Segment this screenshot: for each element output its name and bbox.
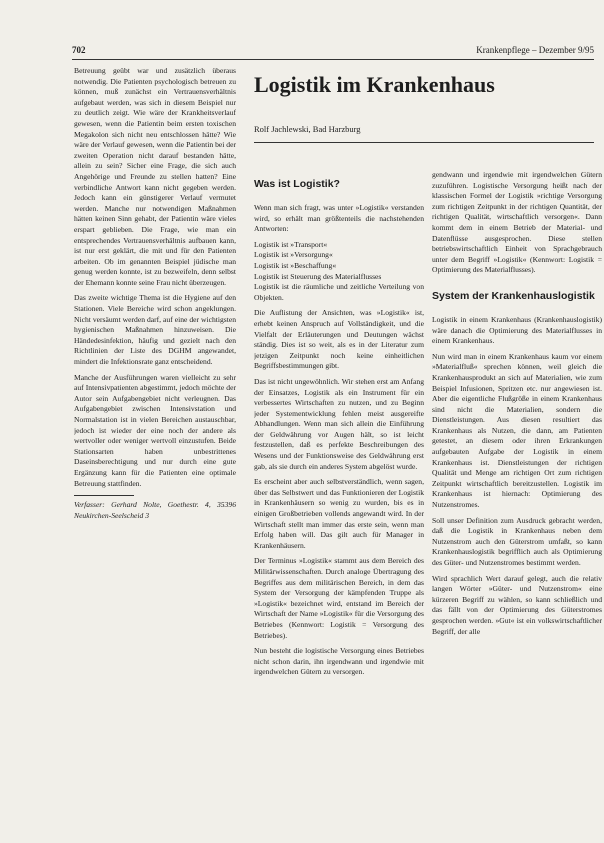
paragraph: Wenn man sich fragt, was unter »Logistik« verstanden wird, so erhält man größtenteils die nachstehenden Antworten: <box>254 203 424 234</box>
paragraph: Das zweite wichtige Thema ist die Hygiene auf den Stationen. Viele Bereiche wird schon angeklungen. Nicht versäumt werden darf, auf eine der wichtigsten hygienischen Maßnahmen hinzuweisen. Die Händedesinfektion, häufig und gezielt nach den Richtlinien der Liste des DGHM angewandet, mindert die Infektionsrate ganz entscheidend. <box>74 293 236 367</box>
paragraph: Wird sprachlich Wert darauf gelegt, auch die relativ langen Wörter »Güter- und Nutzenstrom« eine kürzeren Begriff zu wählen, so kann schließlich und das fällt von der Optimierung des Güterstromes gesprochen werden. »Gut« ist ein volkswirtschaftlicher Begriff, der alle <box>432 573 602 636</box>
article-column-1 <box>254 178 424 838</box>
section-heading: Was ist Logistik? <box>254 178 340 190</box>
page-number: 702 <box>72 45 86 55</box>
paragraph: gendwann und irgendwie mit irgendwelchen Gütern zuzuführen. Logistische Versorgung heißt nach der klassischen Formel der Logistik »richtige Versorgung zum richtigen Zeitpunkt in der richtigen Quantität, der richtigen Qualität, wirtschaftlich versorgen«. Dann kommt dem in einem Betrieb der Material- und Datenflüsse ausgesprochen. Diese stellen betriebswirtschaftlich Einheit von Sprachgebrauch unter dem Begriff »Logistik« (Kennwort: Logistik = Optimierung des Materialflusses). <box>432 170 602 275</box>
paragraph: Manche der Ausführungen waren vielleicht zu sehr auf Intensivpatienten abgestimmt, jedoch möchte der Autor sein Aufgabengebiet nicht verleugnen. Das Aufgabengebiet zwischen Intensivstation und Normalstation ist in vielen Bereichen austauschbar, jedoch ist wieder der eine noch der andere als wertvoller oder weniger wertvoll einzustufen. Beide Stationsarten haben unbestrittenes Daseinsberechtigung und nur durch eine gute Ergänzung kann für die Patienten eine optimale Betreuung stattfinden. <box>74 372 236 488</box>
paragraph: Der Terminus »Logistik« stammt aus dem Bereich des Militärwissenschaften. Durch analoge Übertragung des Begriffes aus dem militärischen Bereich, in dem das System der Versorgung der kämpfenden Truppe als »Logistik« bezeichnet wird, entstand im Bereich der Wirtschaft der Name »Logistik« für die Versorgung des Betriebes (Kennwort: Logistik = Versorgung des Betriebes). <box>254 556 424 640</box>
paragraph: Soll unser Definition zum Ausdruck gebracht werden, daß die Logistik in Krankenhaus neben dem Nutzenstrom auch den Güterstrom umfaßt, so kann Krankenhauslogistik begrifflich auch als Optimierung des Güter- und Nutzenstromes bestimmt werden. <box>432 515 602 567</box>
address-label: Verfasser: <box>74 500 105 510</box>
list-item: Logistik ist »Beschaffung« <box>254 260 337 270</box>
paragraph: Nun wird man in einem Krankenhaus kaum vor einem »Materialfluß« sprechen können, weil gleich die Krankenhausprodukt an sich auf Materialien, wie zum Beispiel Infusionen, Spritzen etc. nur angewiesen ist. Aber die eigentliche Flußgröße in einem Krankenhaus sind nicht die Materialien, sondern die Dienstleistungen. Aus diesen resultiert das Krankenhaus als Nutzen, die dann, am Patienten getestet, an diesem oder ihren Erkrankungen aufgebauten Aufgabe der Logistik in einem Krankenhaus ist. Dienstleistungen der richtigen Qualität und Menge am richtigen Ort zum richtigen Zeitpunkt wirtschaftlich bereitzustellen. Logistik im Krankenhaus ist hiernach: Optimierung des Nutzenstromes. <box>432 351 602 510</box>
list-item: Logistik ist die räumliche und zeitliche Verteilung von Objekten. <box>254 282 424 302</box>
paragraph: Die Auflistung der Ansichten, was »Logistik« ist, erhebt keinen Anspruch auf Vollständigkeit, und die Vielfalt der Erläuterungen und Deutungen wächst ständig. Dies ist so weit, als es in der Literatur zum jetzigen Zeitpunkt noch keine einheitlichen Begriffsbestimmungen gibt. <box>254 308 424 371</box>
definition-list <box>254 240 424 304</box>
address-rule <box>74 495 134 496</box>
list-item: Logistik ist Steuerung des Materialflusses <box>254 271 382 281</box>
paragraph: Das ist nicht ungewöhnlich. Wir stehen erst am Anfang der Einsatzes, Logistik als ein Instrument für ein verbessertes Wirtschaften zu nutzen, und zu Beginn jeder Systementwicklung fehlen meist ausgereifte Abhandlungen. Wenn man sich allein die Einführung der Geldwährung vor Augen hält, so ist leicht festzustellen, daß es perfekte Beschreibungen des Wesens und der Funktionsweise des Geldwährung erst gab, als sie durch ein anderes System abgelöst wurde. <box>254 376 424 471</box>
article-author: Rolf Jachlewski, Bad Harzburg <box>254 124 361 134</box>
header-rule <box>72 59 594 60</box>
paragraph: Logistik in einem Krankenhaus (Krankenhauslogistik) wäre danach die Optimierung des Materialflusses in einem Krankenhaus. <box>432 314 602 346</box>
article-column-2 <box>432 170 602 838</box>
running-head <box>72 45 594 59</box>
paragraph: Es erscheint aber auch selbstverständlich, wenn sagen, über das Selbstwert und das Funktionieren der Logistik in Krankenhäusern so wenig zu wurden, bis es in einigen Großbetrieben vollends angewandt wird. In der Wirtschaft stellt man immer das erste sein, wenn man Erfolg haben will. Das gilt auch für Manager in Krankenhäusern. <box>254 477 424 550</box>
previous-article-column <box>74 66 236 626</box>
list-item: Logistik ist »Transport« <box>254 239 328 249</box>
address-text: Gerhard Nolte, Goethestr. 4, 35396 Neukirchen-Seelscheid 3 <box>74 500 236 520</box>
title-rule <box>254 142 594 143</box>
list-item: Logistik ist »Versorgung« <box>254 250 333 260</box>
journal-name: Krankenpflege – Dezember 9/95 <box>476 45 594 55</box>
section-heading: System der Krankenhauslogistik <box>432 289 595 302</box>
paragraph: Nun besteht die logistische Versorgung eines Betriebes nicht schon darin, ihn irgendwann und irgendwie mit irgendwelchen Gütern zu versorgen. <box>254 646 424 677</box>
article-title: Logistik im Krankenhaus <box>254 72 495 97</box>
author-address <box>74 500 236 521</box>
paragraph: Betreuung geübt war und zusätzlich überaus notwendig. Die Patienten psychologisch betreuen zu können, muß zunächst ein Vertrauensverhältnis aufgebaut werden, was sich in diesem Beispiel nur zu deutlich zeigt. Wie wäre der Krankheitsverlauf gewesen, wenn die Patientin beim ersten toxischen Megakolon sich nicht neu entschlossen hätte? Wie wäre der Verlauf gewesen, wenn die Patientin bei der zweiten Operation nicht darauf bestanden hätte, allein zu sein? Sicher eine Frage, die sich auch Angehörige und Freunde zu stellen hatten? Eine verbindliche Antwort kann nicht gegeben werden. Jedoch kann ein günstigerer Verlauf vermutet werden. Manche nur notwendigen Maßnahmen hätten keinen Sinn gehabt, der Patientin wäre vieles erspart geblieben. Die Frage, wie man ein entsprechendes Vertrauensverhältnis aufbauen kann, ist nur erst geklärt, die mit und für den Patienten arbeiten. Ob im genannten Beispiel jüdische man genug werden konnte, ist zu bezweifeln, denn selbst der Ehemann konnte seine Frau nicht überzeugen. <box>74 66 236 287</box>
